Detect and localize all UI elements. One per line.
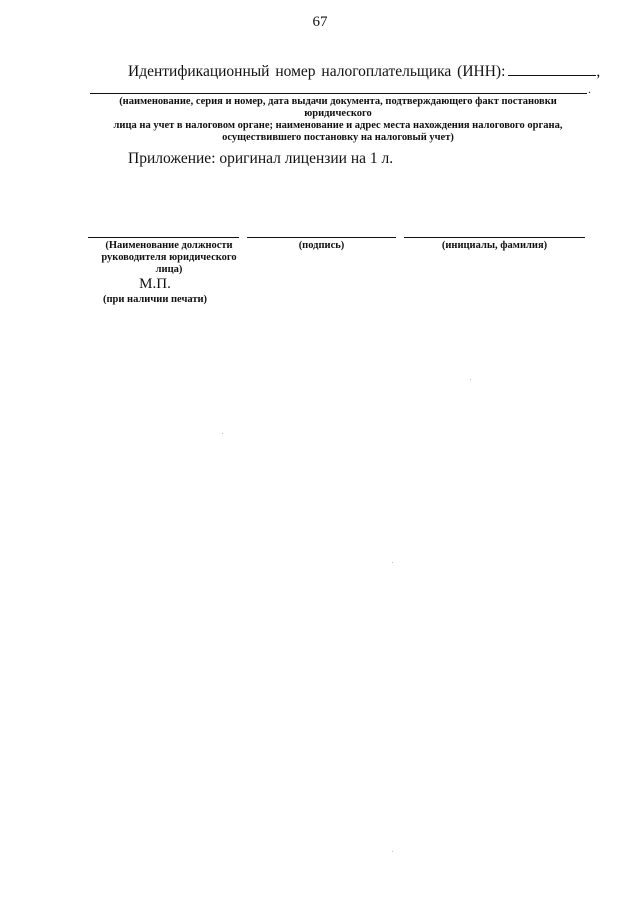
registration-caption: [88, 96, 588, 144]
registration-trailing-dot: .: [588, 82, 591, 96]
name-signature-line: [404, 237, 585, 238]
inn-trailing-comma: ,: [596, 63, 601, 80]
stamp-note: (при наличии печати): [102, 294, 208, 305]
position-caption: [88, 240, 250, 276]
inn-blank-line: [508, 61, 596, 76]
scan-speck: [392, 562, 393, 563]
registration-caption-line: осуществившего постановку на налоговый учет): [222, 132, 454, 143]
appendix-note: Приложение: оригинал лицензии на 1 л.: [128, 150, 394, 167]
position-caption-line: (Наименование должности: [105, 240, 233, 251]
registration-document-line: [90, 93, 587, 94]
page-number: 67: [312, 14, 328, 30]
scan-speck: [222, 433, 223, 434]
registration-caption-line: лица на учет в налоговом органе; наименование и адрес места нахождения налогового органа,: [113, 120, 563, 131]
scan-speck: [392, 851, 393, 852]
registration-caption-line: (наименование, серия и номер, дата выдачи документа, подтверждающего факт постановки юридического: [119, 96, 557, 119]
inn-label: Идентификационный номер налогоплательщика (ИНН):: [128, 63, 506, 80]
position-signature-line: [88, 237, 239, 238]
scan-speck: [470, 379, 471, 380]
stamp-label: М.П.: [139, 276, 171, 292]
position-caption-line: руководителя юридического лица): [101, 252, 237, 275]
name-caption: (инициалы, фамилия): [441, 240, 548, 251]
inn-field: [128, 61, 600, 81]
signature-line: [247, 237, 396, 238]
signature-caption: (подпись): [298, 240, 345, 251]
